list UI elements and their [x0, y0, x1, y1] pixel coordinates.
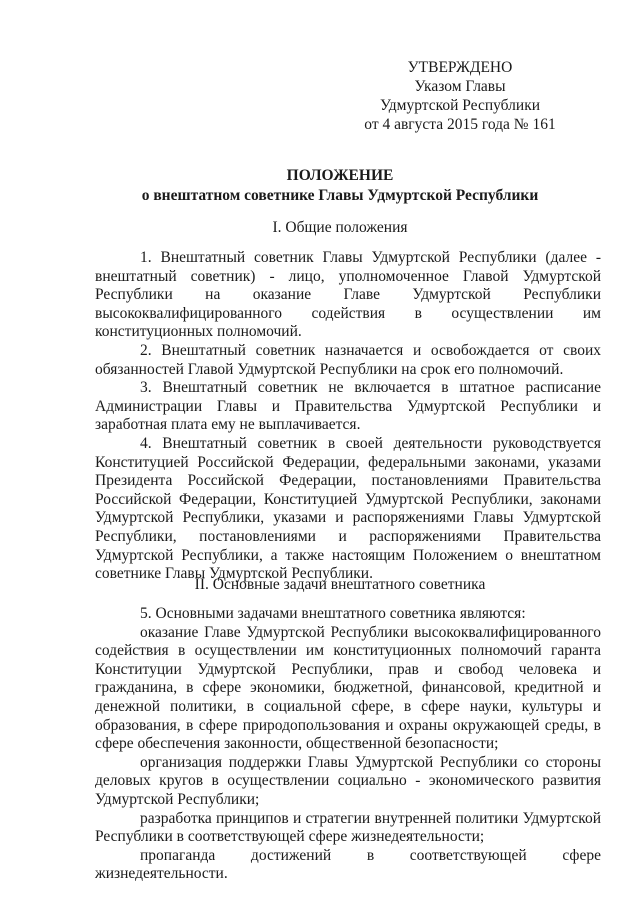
paragraph-1: 1. Внештатный советник Главы Удмуртской Республики (далее - внештатный советник) - лицо, уполномоченное Главой Удмуртской Республики на оказание Главе Удмуртской Республики высококвалифицированного содействия в осуществлении им конституционных полномочий. [95, 249, 601, 341]
task-item-advisory: оказание Главе Удмуртской Республики высококвалифицированного содействия в осуществлении им конституционных полномочий гаранта Конституции Удмуртской Республики, прав и свобод человека и гражданина, в сфере экономики, бюджетной, финансовой, кредитной и денежной политики, в социальной сфере, в сфере науки, культуры и образования, в сфере природопользования и охраны окружающей среды, в сфере обеспечения законности, общественной безопасности; [95, 623, 601, 753]
document-title-subtitle: о внештатном советнике Главы Удмуртской Республики [141, 187, 539, 204]
paragraph-2: 2. Внештатный советник назначается и освобождается от своих обязанностей Главой Удмуртской Республики на срок его полномочий. [95, 341, 601, 378]
document-title [80, 166, 600, 206]
paragraph-3: 3. Внештатный советник не включается в штатное расписание Администрации Главы и Правительства Удмуртской Республики и заработная плата ему не выплачивается. [95, 379, 601, 434]
section-1-body [95, 249, 601, 584]
task-item-policy-development: разработка принципов и стратегии внутренней политики Удмуртской Республики в соответствующей сфере жизнедеятельности; [95, 809, 601, 846]
section-2-body [95, 605, 601, 884]
approval-line-approved: УТВЕРЖДЕНО [407, 59, 513, 76]
section-2-heading: II. Основные задачи внештатного советника [194, 576, 486, 593]
section-1-heading: I. Общие положения [272, 219, 408, 236]
task-item-business-support: организация поддержки Главы Удмуртской Республики со стороны деловых кругов в осуществлении социально - экономического развития Удмуртской Республики; [95, 753, 601, 808]
approval-line-republic: Удмуртской Республики [379, 97, 541, 114]
paragraph-4: 4. Внештатный советник в своей деятельности руководствуется Конституцией Российской Федерации, федеральными законами, указами Президента Российской Федерации, постановлениями Правительства Российской Федерации, Конституцией Удмуртской Республики, законами Удмуртской Республики, указами и распоряжениями Главы Удмуртской Республики, постановлениями и распоряжениями Правительства Удмуртской Республики, а также настоящим Положением о внештатном советнике Главы Удмуртской Республики. [95, 434, 601, 583]
approval-stamp [340, 58, 580, 134]
approval-line-date: от 4 августа 2015 года № 161 [364, 116, 556, 133]
approval-line-decree: Указом Главы [414, 78, 506, 95]
paragraph-5: 5. Основными задачами внештатного советника являются: [140, 605, 526, 622]
document-title-main: ПОЛОЖЕНИЕ [286, 167, 394, 184]
task-item-promotion: пропаганда достижений в соответствующей сфере жизнедеятельности. [95, 846, 601, 883]
